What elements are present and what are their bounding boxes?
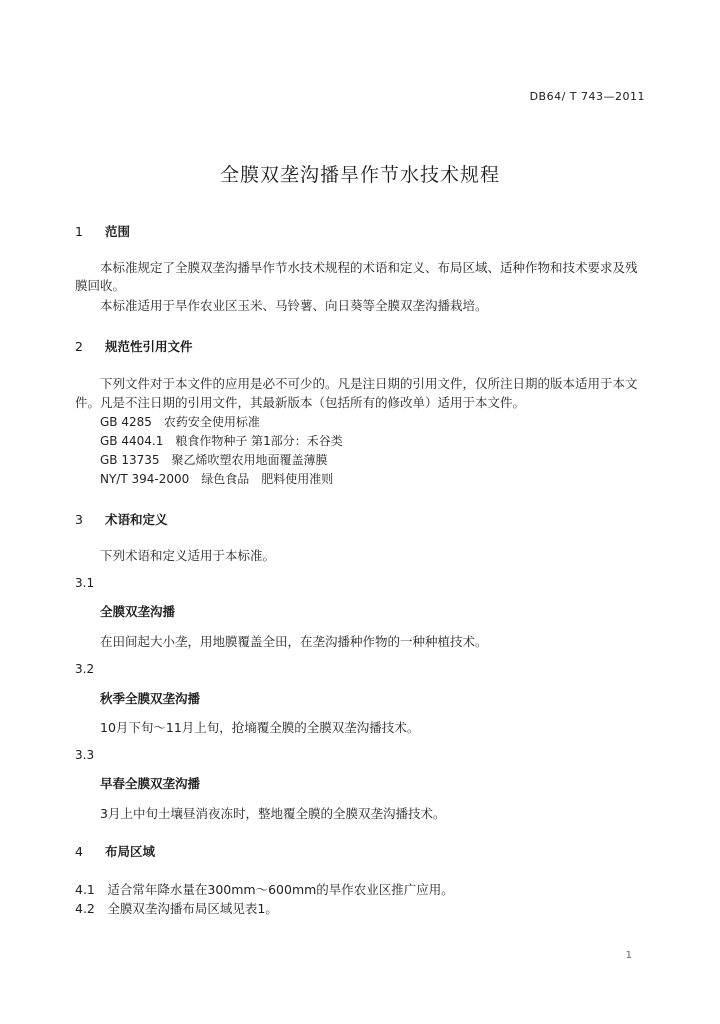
page-number: 1 [625,950,632,961]
section-number: 3 [75,512,83,527]
reference-item: GB 13735 聚乙烯吹塑农用地面覆盖薄膜 [100,453,328,467]
paragraph: 件。凡是不注日期的引用文件，其最新版本（包括所有的修改单）适用于本文件。 [75,395,526,410]
term-definition: 在田间起大小垄，用地膜覆盖全田，在垄沟播种作物的一种种植技术。 [100,634,488,649]
document-code: DB64/ T 743—2011 [529,90,645,103]
term-definition: 10月下旬～11月上旬，抢墒覆全膜的全膜双垄沟播技术。 [100,720,420,735]
list-item: 4.2 全膜双垄沟播布局区域见表1。 [75,901,278,916]
term-title: 早春全膜双垄沟播 [100,776,201,791]
section-4-heading [75,842,155,860]
section-title: 范围 [105,224,131,239]
term-definition: 3月上中旬土壤昼消夜冻时，整地覆全膜的全膜双垄沟播技术。 [100,806,446,821]
reference-item: GB 4285 农药安全使用标准 [100,415,260,429]
term-number: 3.2 [75,662,95,676]
paragraph: 膜回收。 [75,278,126,293]
term-number: 3.3 [75,748,95,762]
section-title: 规范性引用文件 [105,339,193,354]
section-number: 4 [75,844,83,859]
paragraph: 下列术语和定义适用于本标准。 [100,548,276,563]
section-title: 术语和定义 [105,512,168,527]
document-title: 全膜双垄沟播旱作节水技术规程 [219,164,500,186]
paragraph: 本标准规定了全膜双垄沟播旱作节水技术规程的术语和定义、布局区域、适种作物和技术要求及残 [100,260,638,275]
paragraph: 本标准适用于旱作农业区玉米、马铃薯、向日葵等全膜双垄沟播栽培。 [100,298,488,313]
section-2-heading [75,337,193,355]
paragraph: 下列文件对于本文件的应用是必不可少的。凡是注日期的引用文件，仅所注日期的版本适用于本文 [100,376,638,391]
section-3-heading [75,510,168,528]
list-item: 4.1 适合常年降水量在300mm～600mm的旱作农业区推广应用。 [75,882,454,897]
section-1-heading [75,222,130,240]
reference-item: NY/T 394-2000 绿色食品 肥料使用准则 [100,472,334,486]
term-number: 3.1 [75,576,95,590]
section-title: 布局区域 [105,844,156,859]
section-number: 1 [75,224,83,239]
term-title: 秋季全膜双垄沟播 [100,691,201,706]
section-number: 2 [75,339,83,354]
reference-item: GB 4404.1 粮食作物种子 第1部分：禾谷类 [100,434,343,448]
term-title: 全膜双垄沟播 [100,604,176,619]
